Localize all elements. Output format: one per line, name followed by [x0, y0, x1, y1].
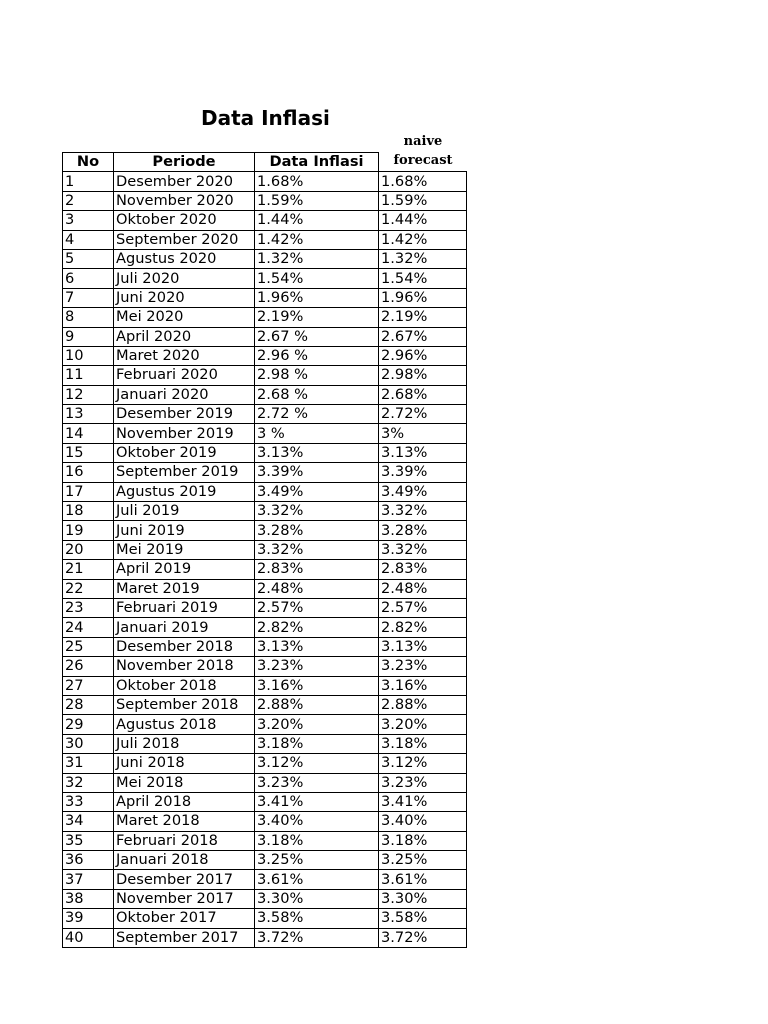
cell-periode: April 2019 [114, 560, 255, 579]
cell-periode: September 2017 [114, 928, 255, 947]
table-row [63, 909, 467, 928]
cell-periode: Agustus 2018 [114, 715, 255, 734]
cell-data-inflasi: 1.59% [255, 191, 379, 210]
cell-periode: November 2018 [114, 657, 255, 676]
table-row [63, 288, 467, 307]
cell-naive-forecast: 3.72% [379, 928, 467, 947]
cell-naive-forecast: 1.54% [379, 269, 467, 288]
cell-no: 6 [63, 269, 114, 288]
cell-data-inflasi: 1.54% [255, 269, 379, 288]
cell-naive-forecast: 3.20% [379, 715, 467, 734]
cell-naive-forecast: 2.57% [379, 598, 467, 617]
cell-naive-forecast: 3.18% [379, 734, 467, 753]
cell-naive-forecast: 1.59% [379, 191, 467, 210]
table-row [63, 308, 467, 327]
column-header-naive-forecast-cell [379, 153, 467, 172]
cell-periode: Oktober 2018 [114, 676, 255, 695]
cell-naive-forecast: 2.98% [379, 366, 467, 385]
cell-data-inflasi: 3.18% [255, 831, 379, 850]
table-row [63, 211, 467, 230]
cell-data-inflasi: 2.96 % [255, 346, 379, 365]
cell-data-inflasi: 1.68% [255, 172, 379, 191]
table-row [63, 676, 467, 695]
cell-periode: Mei 2019 [114, 540, 255, 559]
cell-data-inflasi: 2.48% [255, 579, 379, 598]
inflation-table [62, 152, 467, 948]
cell-naive-forecast: 2.82% [379, 618, 467, 637]
cell-naive-forecast: 2.83% [379, 560, 467, 579]
cell-naive-forecast: 1.44% [379, 211, 467, 230]
cell-periode: November 2019 [114, 424, 255, 443]
cell-naive-forecast: 3.32% [379, 540, 467, 559]
cell-no: 20 [63, 540, 114, 559]
cell-no: 1 [63, 172, 114, 191]
cell-data-inflasi: 3.18% [255, 734, 379, 753]
table-row [63, 695, 467, 714]
cell-data-inflasi: 2.19% [255, 308, 379, 327]
cell-no: 15 [63, 443, 114, 462]
cell-no: 4 [63, 230, 114, 249]
table-row [63, 405, 467, 424]
cell-periode: September 2018 [114, 695, 255, 714]
cell-periode: Desember 2018 [114, 637, 255, 656]
cell-no: 8 [63, 308, 114, 327]
cell-data-inflasi: 1.44% [255, 211, 379, 230]
cell-data-inflasi: 2.68 % [255, 385, 379, 404]
cell-data-inflasi: 2.72 % [255, 405, 379, 424]
cell-periode: Desember 2020 [114, 172, 255, 191]
cell-periode: September 2019 [114, 463, 255, 482]
cell-no: 9 [63, 327, 114, 346]
cell-periode: Oktober 2020 [114, 211, 255, 230]
cell-no: 30 [63, 734, 114, 753]
cell-no: 36 [63, 851, 114, 870]
cell-naive-forecast: 3.39% [379, 463, 467, 482]
cell-no: 26 [63, 657, 114, 676]
cell-no: 33 [63, 792, 114, 811]
cell-periode: Juli 2018 [114, 734, 255, 753]
table-row [63, 773, 467, 792]
cell-no: 16 [63, 463, 114, 482]
cell-data-inflasi: 3.23% [255, 773, 379, 792]
table-row [63, 928, 467, 947]
cell-periode: Oktober 2019 [114, 443, 255, 462]
cell-periode: Juni 2018 [114, 754, 255, 773]
cell-no: 7 [63, 288, 114, 307]
cell-periode: Maret 2020 [114, 346, 255, 365]
cell-periode: Maret 2018 [114, 812, 255, 831]
table-row [63, 579, 467, 598]
cell-no: 40 [63, 928, 114, 947]
cell-naive-forecast: 1.96% [379, 288, 467, 307]
cell-no: 35 [63, 831, 114, 850]
cell-data-inflasi: 3.30% [255, 889, 379, 908]
table-row [63, 424, 467, 443]
cell-naive-forecast: 3.13% [379, 443, 467, 462]
cell-data-inflasi: 3.32% [255, 502, 379, 521]
document-title: Data Inflasi [201, 106, 330, 130]
cell-no: 32 [63, 773, 114, 792]
cell-no: 21 [63, 560, 114, 579]
cell-periode: Juni 2020 [114, 288, 255, 307]
table-row [63, 618, 467, 637]
cell-naive-forecast: 3.13% [379, 637, 467, 656]
cell-no: 12 [63, 385, 114, 404]
cell-periode: Agustus 2020 [114, 249, 255, 268]
cell-no: 31 [63, 754, 114, 773]
table-row [63, 754, 467, 773]
cell-naive-forecast: 1.32% [379, 249, 467, 268]
table-row [63, 385, 467, 404]
table-row [63, 327, 467, 346]
table-row [63, 889, 467, 908]
cell-data-inflasi: 3.25% [255, 851, 379, 870]
cell-periode: Oktober 2017 [114, 909, 255, 928]
cell-periode: April 2018 [114, 792, 255, 811]
table-row [63, 482, 467, 501]
cell-no: 17 [63, 482, 114, 501]
column-header-no: No [63, 153, 114, 172]
cell-periode: Februari 2019 [114, 598, 255, 617]
cell-data-inflasi: 2.83% [255, 560, 379, 579]
table-row [63, 851, 467, 870]
table-row [63, 540, 467, 559]
cell-no: 25 [63, 637, 114, 656]
cell-no: 22 [63, 579, 114, 598]
cell-naive-forecast: 3.25% [379, 851, 467, 870]
cell-naive-forecast: 3.41% [379, 792, 467, 811]
cell-naive-forecast: 3.28% [379, 521, 467, 540]
cell-periode: Juli 2019 [114, 502, 255, 521]
table-row [63, 443, 467, 462]
table-row [63, 521, 467, 540]
cell-no: 19 [63, 521, 114, 540]
table-row [63, 172, 467, 191]
cell-periode: Desember 2017 [114, 870, 255, 889]
cell-periode: Desember 2019 [114, 405, 255, 424]
cell-no: 37 [63, 870, 114, 889]
cell-no: 24 [63, 618, 114, 637]
cell-no: 34 [63, 812, 114, 831]
table-row [63, 463, 467, 482]
cell-naive-forecast: 2.68% [379, 385, 467, 404]
cell-no: 27 [63, 676, 114, 695]
cell-data-inflasi: 3.39% [255, 463, 379, 482]
cell-data-inflasi: 2.57% [255, 598, 379, 617]
cell-data-inflasi: 3.72% [255, 928, 379, 947]
cell-periode: Januari 2019 [114, 618, 255, 637]
cell-naive-forecast: 3.12% [379, 754, 467, 773]
cell-naive-forecast: 3.61% [379, 870, 467, 889]
cell-data-inflasi: 3.28% [255, 521, 379, 540]
cell-data-inflasi: 3.32% [255, 540, 379, 559]
table-row [63, 715, 467, 734]
cell-data-inflasi: 3.20% [255, 715, 379, 734]
cell-naive-forecast: 2.48% [379, 579, 467, 598]
cell-no: 18 [63, 502, 114, 521]
cell-periode: Juli 2020 [114, 269, 255, 288]
cell-periode: Juni 2019 [114, 521, 255, 540]
cell-periode: April 2020 [114, 327, 255, 346]
table-row [63, 366, 467, 385]
cell-data-inflasi: 3.40% [255, 812, 379, 831]
cell-periode: September 2020 [114, 230, 255, 249]
cell-data-inflasi: 1.96% [255, 288, 379, 307]
cell-naive-forecast: 3.30% [379, 889, 467, 908]
cell-data-inflasi: 1.42% [255, 230, 379, 249]
cell-data-inflasi: 3.13% [255, 637, 379, 656]
cell-naive-forecast: 2.96% [379, 346, 467, 365]
cell-periode: Mei 2018 [114, 773, 255, 792]
cell-naive-forecast: 3.49% [379, 482, 467, 501]
cell-naive-forecast: 2.67% [379, 327, 467, 346]
cell-naive-forecast: 1.42% [379, 230, 467, 249]
cell-periode: Mei 2020 [114, 308, 255, 327]
cell-no: 5 [63, 249, 114, 268]
table-body [63, 172, 467, 948]
cell-data-inflasi: 2.82% [255, 618, 379, 637]
cell-no: 38 [63, 889, 114, 908]
cell-naive-forecast: 3.40% [379, 812, 467, 831]
table-row [63, 230, 467, 249]
cell-naive-forecast: 2.72% [379, 405, 467, 424]
cell-naive-forecast: 3% [379, 424, 467, 443]
cell-data-inflasi: 3.49% [255, 482, 379, 501]
cell-no: 23 [63, 598, 114, 617]
cell-data-inflasi: 3.16% [255, 676, 379, 695]
cell-data-inflasi: 2.98 % [255, 366, 379, 385]
cell-no: 3 [63, 211, 114, 230]
table-row [63, 502, 467, 521]
table-row [63, 191, 467, 210]
cell-periode: Januari 2020 [114, 385, 255, 404]
cell-naive-forecast: 3.18% [379, 831, 467, 850]
table-row [63, 269, 467, 288]
naive-forecast-header-line-2: forecast [393, 153, 453, 168]
table-row [63, 637, 467, 656]
cell-naive-forecast: 3.23% [379, 657, 467, 676]
table-row [63, 870, 467, 889]
cell-data-inflasi: 3.41% [255, 792, 379, 811]
column-header-data-inflasi: Data Inflasi [255, 153, 379, 172]
table-row [63, 734, 467, 753]
cell-periode: Agustus 2019 [114, 482, 255, 501]
cell-data-inflasi: 3.58% [255, 909, 379, 928]
cell-naive-forecast: 3.58% [379, 909, 467, 928]
cell-periode: Februari 2020 [114, 366, 255, 385]
cell-periode: November 2020 [114, 191, 255, 210]
cell-no: 10 [63, 346, 114, 365]
cell-data-inflasi: 1.32% [255, 249, 379, 268]
naive-forecast-header-line-1: naive [403, 134, 443, 149]
cell-naive-forecast: 3.23% [379, 773, 467, 792]
cell-periode: Maret 2019 [114, 579, 255, 598]
cell-data-inflasi: 2.88% [255, 695, 379, 714]
cell-data-inflasi: 3.13% [255, 443, 379, 462]
table-row [63, 560, 467, 579]
cell-periode: Februari 2018 [114, 831, 255, 850]
table-row [63, 657, 467, 676]
cell-no: 11 [63, 366, 114, 385]
cell-naive-forecast: 1.68% [379, 172, 467, 191]
cell-no: 29 [63, 715, 114, 734]
cell-no: 14 [63, 424, 114, 443]
table-row [63, 831, 467, 850]
cell-data-inflasi: 2.67 % [255, 327, 379, 346]
cell-data-inflasi: 3 % [255, 424, 379, 443]
cell-no: 13 [63, 405, 114, 424]
table-row [63, 792, 467, 811]
cell-naive-forecast: 2.88% [379, 695, 467, 714]
cell-no: 28 [63, 695, 114, 714]
cell-naive-forecast: 3.32% [379, 502, 467, 521]
cell-no: 39 [63, 909, 114, 928]
cell-naive-forecast: 3.16% [379, 676, 467, 695]
cell-naive-forecast: 2.19% [379, 308, 467, 327]
table-row [63, 812, 467, 831]
cell-periode: November 2017 [114, 889, 255, 908]
cell-data-inflasi: 3.12% [255, 754, 379, 773]
cell-no: 2 [63, 191, 114, 210]
cell-data-inflasi: 3.61% [255, 870, 379, 889]
table-header-row [63, 153, 467, 172]
table-row [63, 598, 467, 617]
cell-data-inflasi: 3.23% [255, 657, 379, 676]
table-row [63, 346, 467, 365]
cell-periode: Januari 2018 [114, 851, 255, 870]
column-header-periode: Periode [114, 153, 255, 172]
table-row [63, 249, 467, 268]
